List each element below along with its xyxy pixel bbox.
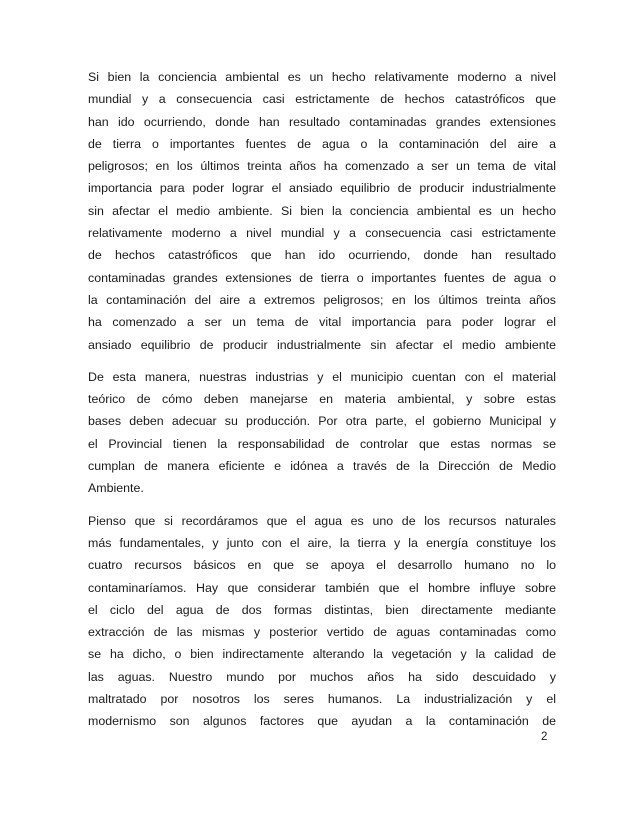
- text-line: ha comenzado a ser un tema de vital importancia para poder lograr el: [88, 315, 556, 330]
- text-line: maltratado por nosotros los seres humanos. La industrialización y el: [88, 692, 556, 707]
- text-line: cumplan de manera eficiente e idónea a través de la Dirección de Medio: [88, 459, 556, 474]
- paragraph-3: [88, 510, 556, 733]
- text-line: importancia para poder lograr el ansiado equilibrio de producir industrialmente: [88, 181, 556, 196]
- text-line: Si bien la conciencia ambiental es un hecho relativamente moderno a nivel: [88, 70, 556, 84]
- text-line: de hechos catastróficos que han ido ocurriendo, donde han resultado: [88, 248, 556, 263]
- text-line: el ciclo del agua de dos formas distintas, bien directamente mediante: [88, 602, 556, 617]
- text-line: modernismo son algunos factores que ayudan a la contaminación de: [88, 714, 556, 729]
- text-line: la contaminación del aire a extremos peligrosos; en los últimos treinta años: [88, 292, 556, 307]
- text-line: las aguas. Nuestro mundo por muchos años ha sido descuidado y: [88, 669, 556, 684]
- paragraph-1: [88, 66, 556, 356]
- text-line: sin afectar el medio ambiente. Si bien la conciencia ambiental es un hecho: [88, 203, 556, 218]
- text-line: bases deben adecuar su producción. Por otra parte, el gobierno Municipal y: [88, 414, 556, 429]
- text-line: extracción de las mismas y posterior vertido de aguas contaminadas como: [88, 625, 556, 640]
- text-line: teórico de cómo deben manejarse en materia ambiental, y sobre estas: [88, 392, 556, 407]
- paragraph-2: [88, 366, 556, 500]
- text-line: más fundamentales, y junto con el aire, la tierra y la energía constituye los: [88, 535, 556, 550]
- text-line: Pienso que si recordáramos que el agua es uno de los recursos naturales: [88, 513, 556, 528]
- page-number: 2: [541, 731, 548, 743]
- text-line: De esta manera, nuestras industrias y el municipio cuentan con el material: [88, 369, 556, 384]
- text-line: han ido ocurriendo, donde han resultado contaminadas grandes extensiones: [88, 114, 556, 129]
- page-body: [88, 66, 556, 743]
- text-line: cuatro recursos básicos en que se apoya el desarrollo humano no lo: [88, 558, 556, 573]
- text-line: peligrosos; en los últimos treinta años ha comenzado a ser un tema de vital: [88, 159, 556, 174]
- text-line: de tierra o importantes fuentes de agua o la contaminación del aire a: [88, 136, 556, 151]
- text-line: se ha dicho, o bien indirectamente alterando la vegetación y la calidad de: [88, 647, 556, 662]
- text-line: Ambiente.: [88, 481, 144, 496]
- text-line: relativamente moderno a nivel mundial y a consecuencia casi estrictamente: [88, 226, 556, 241]
- text-line: el Provincial tienen la responsabilidad de controlar que estas normas se: [88, 436, 556, 451]
- text-line: ansiado equilibrio de producir industrialmente sin afectar el medio ambiente: [88, 337, 556, 352]
- text-line: contaminadas grandes extensiones de tierra o importantes fuentes de agua o: [88, 270, 556, 285]
- text-line: contaminaríamos. Hay que considerar también que el hombre influye sobre: [88, 580, 556, 595]
- text-line: mundial y a consecuencia casi estrictamente de hechos catastróficos que: [88, 92, 556, 107]
